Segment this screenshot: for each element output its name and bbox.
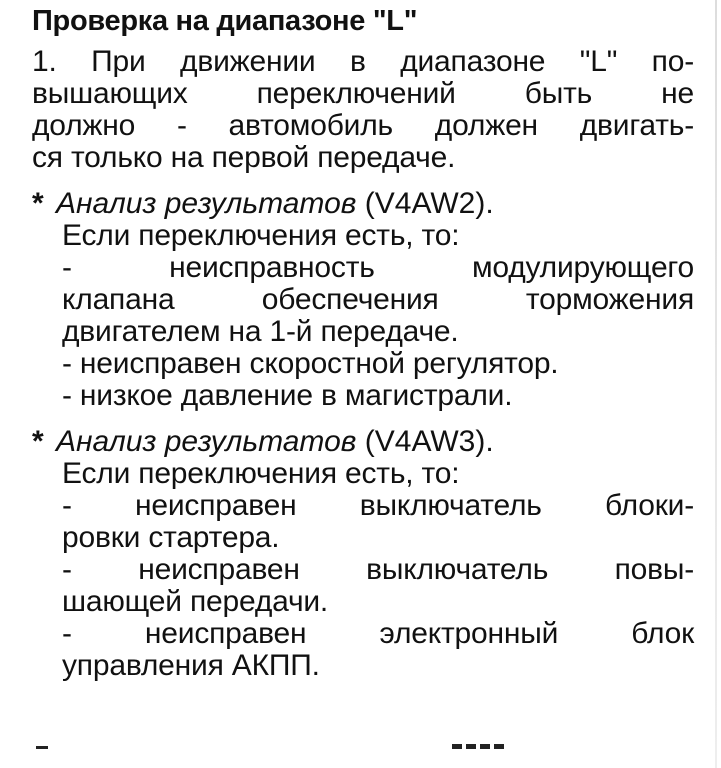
item-1-line: ся только на первой передаче. bbox=[32, 141, 456, 174]
analysis-a-line: двигателем на 1-й передаче. bbox=[62, 315, 459, 348]
analysis-b-heading bbox=[32, 426, 694, 458]
item-1-line: должно - автомобиль должен двигать- bbox=[32, 109, 694, 142]
analysis-b-line: - неисправен выключатель повы- bbox=[62, 553, 694, 586]
bullet-star: * bbox=[32, 425, 44, 458]
analysis-b-code: (V4AW3). bbox=[364, 425, 494, 458]
analysis-a-line: клапана обеспечения торможения bbox=[62, 283, 694, 316]
analysis-a-line: - неисправен скоростной регулятор. bbox=[62, 347, 559, 380]
item-1-paragraph bbox=[32, 46, 694, 174]
analysis-b-line: - неисправен выключатель блоки- bbox=[62, 489, 694, 522]
analysis-a-body bbox=[32, 220, 694, 412]
bullet-star: * bbox=[32, 187, 44, 220]
footer-dashed-mark bbox=[452, 744, 506, 749]
item-1-line: вышающих переключений быть не bbox=[32, 77, 694, 110]
document-page bbox=[32, 0, 694, 682]
footer-marks bbox=[0, 740, 721, 760]
item-1-line: 1. При движении в диапазоне "L" по- bbox=[32, 45, 694, 78]
analysis-a-label: Анализ результатов bbox=[56, 187, 357, 220]
analysis-b-label: Анализ результатов bbox=[56, 425, 357, 458]
analysis-b-line: управления АКПП. bbox=[62, 649, 320, 682]
analysis-b-line: шающей передачи. bbox=[62, 585, 329, 618]
analysis-b-line: - неисправен электронный блок bbox=[62, 617, 694, 650]
analysis-a-line: - неисправность модулирующего bbox=[62, 251, 694, 284]
analysis-a-heading bbox=[32, 188, 694, 220]
analysis-b-line: Если переключения есть, то: bbox=[62, 457, 460, 490]
analysis-a-line: - низкое давление в магистрали. bbox=[62, 379, 513, 412]
section-title: Проверка на диапазоне "L" bbox=[32, 5, 418, 37]
analysis-a-line: Если переключения есть, то: bbox=[62, 219, 460, 252]
analysis-b-line: ровки стартера. bbox=[62, 521, 280, 554]
analysis-b-body bbox=[32, 458, 694, 682]
scan-edge bbox=[715, 0, 717, 768]
footer-dash-mark bbox=[36, 746, 48, 749]
analysis-a-code: (V4AW2). bbox=[364, 187, 494, 220]
